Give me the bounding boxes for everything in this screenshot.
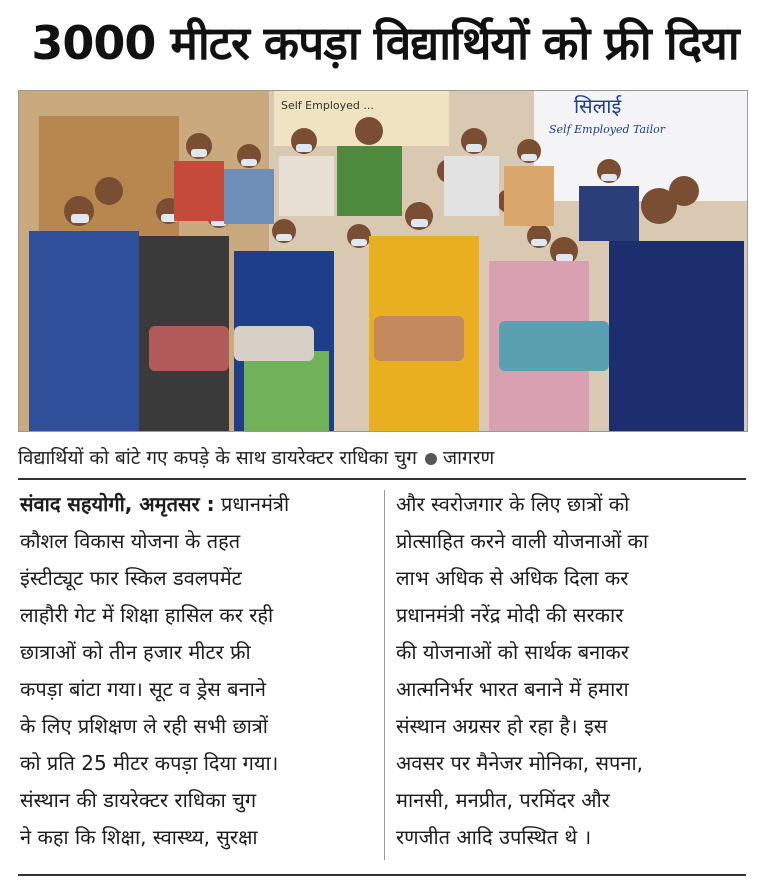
article-column-left bbox=[20, 486, 375, 856]
article-line: प्रधानमंत्री नरेंद्र मोदी की सरकार bbox=[396, 603, 624, 627]
photo-caption bbox=[18, 444, 758, 472]
article-line: अवसर पर मैनेजर मोनिका, सपना, bbox=[396, 751, 643, 775]
article-line: कपड़ा बांटा गया। सूट व ड्रेस बनाने bbox=[20, 677, 266, 701]
bullet-dot-icon bbox=[425, 453, 437, 465]
article-line: लाभ अधिक से अधिक दिला कर bbox=[396, 566, 629, 590]
byline: संवाद सहयोगी, अमृतसर : bbox=[20, 492, 215, 516]
banner-left-text: Self Employed ... bbox=[281, 99, 374, 112]
caption-source: जागरण bbox=[443, 447, 495, 469]
article-line: संस्थान की डायरेक्टर राधिका चुग bbox=[20, 788, 257, 812]
article-column-right bbox=[396, 486, 741, 856]
article-line: मानसी, मनप्रीत, परमिंदर और bbox=[396, 788, 610, 812]
article-line: और स्वरोजगार के लिए छात्रों को bbox=[396, 492, 630, 516]
article-line: आत्मनिर्भर भारत बनाने में हमारा bbox=[396, 677, 629, 701]
column-divider bbox=[384, 490, 385, 860]
article-line: रणजीत आदि उपस्थित थे । bbox=[396, 825, 592, 849]
article-line: प्रोत्साहित करने वाली योजनाओं का bbox=[396, 529, 649, 553]
banner-right-subtitle: Self Employed Tailor bbox=[549, 123, 665, 136]
article-line: छात्राओं को तीन हजार मीटर फ्री bbox=[20, 640, 251, 664]
article-line: संस्थान अग्रसर हो रहा है। इस bbox=[396, 714, 608, 738]
headline: 3000 मीटर कपड़ा विद्यार्थियों को फ्री दिया bbox=[31, 16, 739, 70]
caption-text: विद्यार्थियों को बांटे गए कपड़े के साथ डायरेक्टर राधिका चुग bbox=[18, 447, 417, 469]
bottom-rule bbox=[18, 874, 746, 876]
caption-rule bbox=[18, 478, 746, 480]
article-line: संवाद सहयोगी, अमृतसर : प्रधानमंत्री bbox=[20, 492, 290, 516]
article-line: कौशल विकास योजना के तहत bbox=[20, 529, 241, 553]
article-line: को प्रति 25 मीटर कपड़ा दिया गया। bbox=[20, 751, 279, 775]
article-line: ने कहा कि शिक्षा, स्वास्थ्य, सुरक्षा bbox=[20, 825, 258, 849]
article-line: के लिए प्रशिक्षण ले रही सभी छात्रों bbox=[20, 714, 268, 738]
banner-right bbox=[534, 91, 747, 201]
article-line: की योजनाओं को सार्थक बनाकर bbox=[396, 640, 629, 664]
article-line: इंस्टीट्यूट फार स्किल डवलपमेंट bbox=[20, 566, 242, 590]
banner-right-title: सिलाई bbox=[574, 94, 622, 118]
article-line: लाहौरी गेट में शिक्षा हासिल कर रही bbox=[20, 603, 274, 627]
news-photo bbox=[18, 90, 748, 432]
